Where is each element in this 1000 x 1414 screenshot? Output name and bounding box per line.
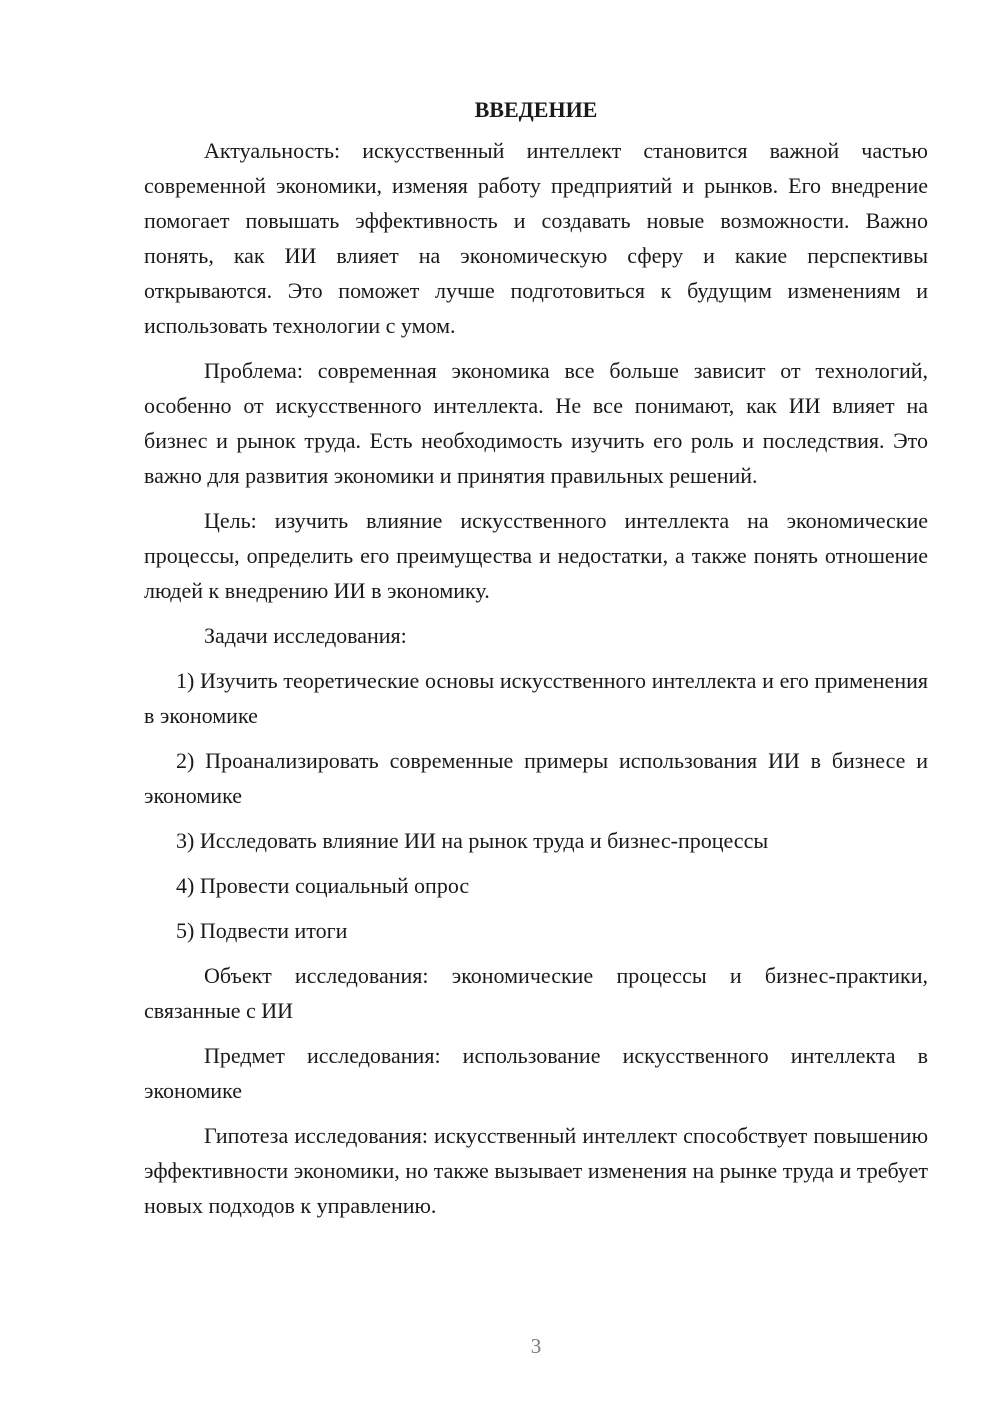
problem-paragraph: Проблема: современная экономика все больше зависит от технологий, особенно от искусственного интеллекта. Не все понимают, как ИИ влияет на бизнес и рынок труда. Есть необходимость изучить его роль и последствия. Это важно для развития экономики и принятия правильных решений.	[144, 358, 928, 488]
tasks-label: Задачи исследования:	[204, 623, 407, 648]
page-number: 3	[530, 1334, 542, 1358]
task-item-3: 3) Исследовать влияние ИИ на рынок труда и бизнес-процессы	[176, 828, 769, 853]
goal-paragraph: Цель: изучить влияние искусственного интеллекта на экономические процессы, определить его преимущества и недостатки, а также понять отношение людей к внедрению ИИ в экономику.	[144, 508, 928, 603]
subject-paragraph: Предмет исследования: использование искусственного интеллекта в экономике	[144, 1043, 928, 1103]
relevance-paragraph: Актуальность: искусственный интеллект становится важной частью современной экономики, изменяя работу предприятий и рынков. Его внедрение помогает повышать эффективность и создавать новые возможности. Важно понять, как ИИ влияет на экономическую сферу и какие перспективы открываются. Это поможет лучше подготовиться к будущим изменениям и использовать технологии с умом.	[144, 138, 928, 338]
section-title: ВВЕДЕНИЕ	[474, 97, 598, 122]
task-item-4: 4) Провести социальный опрос	[176, 873, 470, 898]
hypothesis-paragraph: Гипотеза исследования: искусственный интеллект способствует повышению эффективности экономики, но также вызывает изменения на рынке труда и требует новых подходов к управлению.	[144, 1123, 928, 1218]
document-page	[144, 92, 928, 1223]
task-item-1: 1) Изучить теоретические основы искусственного интеллекта и его применения в экономике	[144, 668, 928, 728]
task-item-2: 2) Проанализировать современные примеры использования ИИ в бизнесе и экономике	[144, 748, 928, 808]
task-item-5: 5) Подвести итоги	[176, 918, 348, 943]
object-paragraph: Объект исследования: экономические процессы и бизнес-практики, связанные с ИИ	[144, 963, 928, 1023]
